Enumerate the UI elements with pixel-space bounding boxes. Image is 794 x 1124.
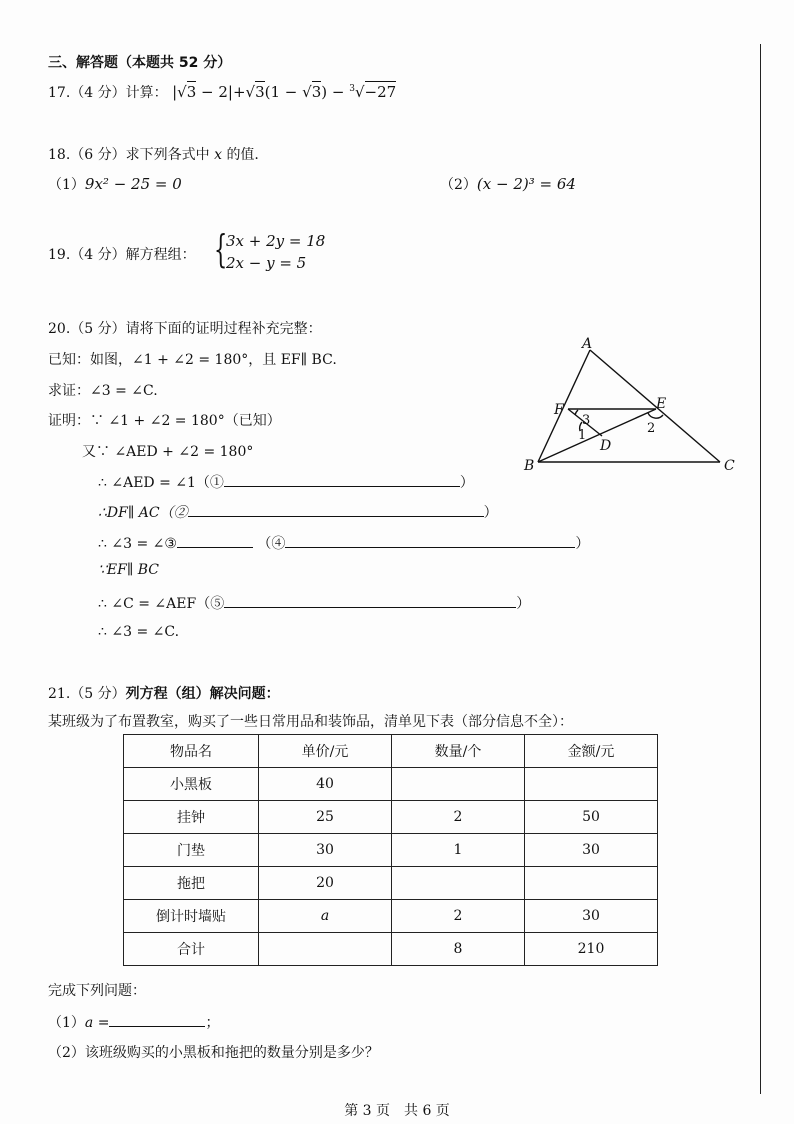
blank-2[interactable] bbox=[188, 502, 484, 517]
q20-line5a-text: ∴ ∠3 = ∠③ bbox=[98, 536, 177, 552]
q20-label: 20.（5 分）请将下面的证明过程补充完整： bbox=[48, 321, 322, 337]
blank-1[interactable] bbox=[224, 472, 460, 487]
header-cell: 金额/元 bbox=[525, 735, 658, 768]
label-a: A bbox=[582, 336, 593, 352]
q18-part2-label: （2） bbox=[440, 177, 477, 193]
q20-line2: 又∵ ∠AED + ∠2 = 180° bbox=[82, 444, 254, 460]
q21-num: 21.（5 分） bbox=[48, 686, 126, 702]
table-cell: 30 bbox=[525, 900, 658, 933]
table-cell: 210 bbox=[525, 933, 658, 966]
q18-part2 bbox=[440, 174, 576, 194]
close-paren: ） bbox=[483, 505, 498, 521]
table-cell bbox=[525, 867, 658, 900]
table-cell: 20 bbox=[259, 867, 392, 900]
q20-known: 已知：如图，∠1 + ∠2 = 180°，且 EF∥ BC. bbox=[48, 352, 337, 368]
label-f: F bbox=[554, 402, 564, 418]
table-header-row bbox=[124, 735, 658, 768]
close-paren: ） bbox=[575, 536, 590, 552]
label-b: B bbox=[524, 458, 535, 474]
q18-label: 18.（6 分）求下列各式中 bbox=[48, 147, 210, 163]
q20-line4-text: ∴DF∥ AC（② bbox=[98, 505, 188, 521]
table-cell: a bbox=[259, 900, 392, 933]
q18-part1-label: （1） bbox=[48, 177, 85, 193]
q18-part2-eq: (x − 2)³ = 64 bbox=[476, 175, 576, 193]
table-row bbox=[124, 801, 658, 834]
q18-label-end: 的值. bbox=[226, 147, 259, 163]
q21-bold-label: 列方程（组）解决问题： bbox=[125, 686, 280, 702]
angle2-arc bbox=[648, 413, 663, 418]
margin-rule bbox=[760, 44, 761, 1094]
table-cell: 25 bbox=[259, 801, 392, 834]
blank-3[interactable] bbox=[177, 533, 253, 548]
q19-eq2: 2x − y = 5 bbox=[226, 254, 307, 272]
edge-ab bbox=[538, 350, 590, 462]
label-1: 1 bbox=[578, 428, 587, 443]
table-cell: 挂钟 bbox=[124, 801, 259, 834]
table-cell bbox=[392, 768, 525, 801]
table-cell: 小黑板 bbox=[124, 768, 259, 801]
q20-line5b-text: （④ bbox=[257, 536, 286, 552]
table-cell: 倒计时墙贴 bbox=[124, 900, 259, 933]
blank-5[interactable] bbox=[224, 593, 516, 608]
table-cell: 拖把 bbox=[124, 867, 259, 900]
q21-sub2: （2）该班级购买的小黑板和拖把的数量分别是多少？ bbox=[48, 1045, 379, 1061]
table-row bbox=[124, 867, 658, 900]
q20-line6: ∵EF∥ BC bbox=[98, 562, 160, 578]
close-paren: ） bbox=[459, 475, 474, 491]
q20-line3-text: ∴ ∠AED = ∠1（① bbox=[98, 475, 224, 491]
table-cell: 1 bbox=[392, 834, 525, 867]
question-17 bbox=[48, 82, 396, 102]
q19-eq1: 3x + 2y = 18 bbox=[226, 232, 326, 250]
q20-line7-text: ∴ ∠C = ∠AEF（⑤ bbox=[98, 596, 225, 612]
table-cell bbox=[392, 867, 525, 900]
triangle-figure bbox=[520, 336, 750, 476]
goods-table bbox=[123, 734, 658, 966]
brace-icon: { bbox=[214, 227, 228, 271]
blank-a[interactable] bbox=[109, 1012, 205, 1027]
label-d: D bbox=[600, 438, 612, 454]
table-cell: 50 bbox=[525, 801, 658, 834]
q18-var: x bbox=[214, 147, 222, 163]
q21-sub1-end: ； bbox=[205, 1015, 220, 1031]
q21-sub1 bbox=[48, 1012, 219, 1032]
table-cell bbox=[259, 933, 392, 966]
header-cell: 数量/个 bbox=[392, 735, 525, 768]
table-row bbox=[124, 768, 658, 801]
table-cell: 2 bbox=[392, 900, 525, 933]
q20-line5 bbox=[98, 533, 589, 553]
page-footer: 第 3 页 共 6 页 bbox=[344, 1103, 450, 1119]
header-cell: 物品名 bbox=[124, 735, 259, 768]
blank-4[interactable] bbox=[285, 533, 575, 548]
section-title: 三、解答题（本题共 52 分） bbox=[48, 55, 232, 71]
q20-proof-head: 证明：∵ ∠1 + ∠2 = 180°（已知） bbox=[48, 413, 281, 429]
label-3: 3 bbox=[582, 413, 591, 428]
header-cell: 单价/元 bbox=[259, 735, 392, 768]
table-cell: 2 bbox=[392, 801, 525, 834]
table-row bbox=[124, 834, 658, 867]
table-cell: 合计 bbox=[124, 933, 259, 966]
q18-part1 bbox=[48, 174, 182, 194]
q19-label: 19.（4 分）解方程组： bbox=[48, 247, 196, 263]
label-e: E bbox=[656, 396, 667, 412]
label-2: 2 bbox=[647, 421, 656, 436]
q20-prove: 求证：∠3 = ∠C. bbox=[48, 383, 158, 399]
q20-line3 bbox=[98, 472, 474, 492]
q21-complete: 完成下列问题： bbox=[48, 983, 146, 999]
close-paren: ） bbox=[516, 596, 531, 612]
q21-sub1-var: a = bbox=[84, 1015, 110, 1031]
angle3-arc bbox=[575, 410, 578, 415]
q21-intro: 某班级为了布置教室，购买了一些日常用品和装饰品，清单见下表（部分信息不全）： bbox=[48, 714, 573, 730]
table-cell bbox=[525, 768, 658, 801]
question-18 bbox=[48, 144, 259, 164]
q21-label bbox=[48, 683, 280, 703]
q17-label: 17.（4 分）计算： bbox=[48, 85, 168, 101]
q17-expression: |√3 − 2|+√3(1 − √3) − $^3$√−27 bbox=[172, 83, 397, 101]
table-cell: 门垫 bbox=[124, 834, 259, 867]
table-row bbox=[124, 933, 658, 966]
q18-part1-eq: 9x² − 25 = 0 bbox=[84, 175, 182, 193]
q20-line4 bbox=[98, 502, 498, 522]
table-cell: 30 bbox=[259, 834, 392, 867]
table-cell: 8 bbox=[392, 933, 525, 966]
table-cell: 30 bbox=[525, 834, 658, 867]
q21-sub1-label: （1） bbox=[48, 1015, 85, 1031]
table-cell: 40 bbox=[259, 768, 392, 801]
q20-line8: ∴ ∠3 = ∠C. bbox=[98, 624, 180, 640]
q20-line7 bbox=[98, 593, 530, 613]
table-row bbox=[124, 900, 658, 933]
label-c: C bbox=[724, 458, 735, 474]
